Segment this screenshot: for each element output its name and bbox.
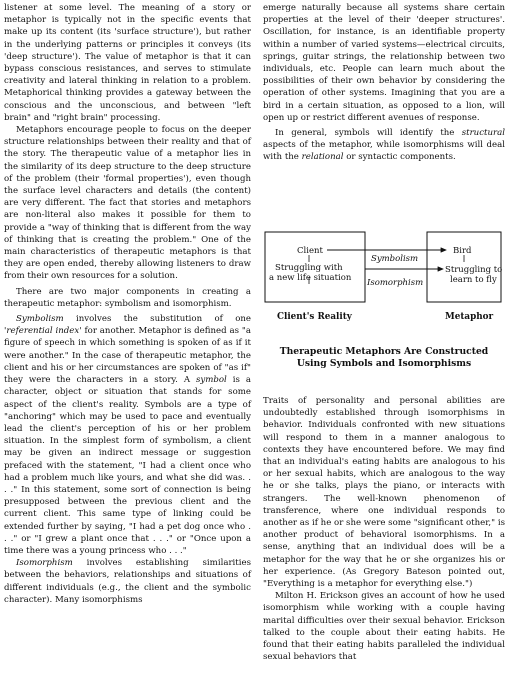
left-column (4, 2, 251, 606)
client-label: Client (297, 246, 323, 256)
isomorphism-label: Isomorphism (367, 278, 424, 288)
right-column-lower (263, 395, 505, 663)
right-column (263, 2, 505, 164)
paragraph: There are two major components in creating a therapeutic metaphor: symbolism and isomorphism. (4, 286, 251, 309)
figure-caption (263, 346, 505, 370)
learn-label-2: learn to fly (450, 275, 497, 285)
struggling-label-2: a new life situation (269, 273, 352, 283)
figure-caption-line: Using Symbols and Isomorphisms (296, 358, 472, 369)
paragraph-isomorphism (4, 557, 251, 606)
term-structural: structural (461, 128, 505, 139)
text: or syntactic components. (343, 152, 456, 163)
paragraph: Traits of personality and personal abilities are undoubtedly established through isomorphisms in behavior. Individuals confronted with new situations will respond to them in a manner analogous to contexts they have encountered before. We may find that an individual's eating habits are analogous to his or her sexual habits, which are analogous to the way he or she talks, plays the piano, or interacts with strangers. The well-known phenomenon of transference, where one individual responds to another as if he or she were some "significant other," is another product of behavioral isomorphisms. In a sense, anything that an individual does will be a metaphor for the way that he or she organizes his or her experience. (As Gregory Bateson pointed out, "Everything is a metaphor for everything else.") (263, 396, 505, 590)
paragraph-symbolism (4, 313, 251, 557)
paragraph: Milton H. Erickson gives an account of how he used isomorphism while working with a couple having marital difficulties over their sexual behavior. Erickson talked to the couple about their eating habits. He found that their eating habits paralleled the individual sexual behaviors that (263, 591, 505, 663)
paragraph: listener at some level. The meaning of a story or metaphor is typically not in the specific events that make up its content (its 'surface structure'), but rather in the underlying patterns or principles it conveys (its 'deep structure'). The value of metaphor is that it can bypass conscious resistances, and serves to stimulate creativity and lateral thinking in relation to a problem. Metaphorical thinking provides a gateway between the conscious and the unconscious, and between "left brain" and "right brain" processing. (4, 3, 251, 123)
text: aspects of the metaphor, while isomorphisms will deal with the (263, 140, 505, 163)
text: ' for another. Metaphor is defined as "a figure of speech in which something is spoken of as if it were another." In the case of therapeutic metaphor, the client and his or her circumstances are spoken of "as if" they were the characters in a story. A (4, 326, 251, 386)
learn-label-1: Struggling to (445, 265, 503, 275)
text: involves establishing similarities between the behaviors, relationships and situations of different individuals (e.g., the client and the symbolic character). Many isomorphisms (4, 558, 251, 605)
struggling-label-1: Struggling with (275, 263, 343, 273)
symbolism-label: Symbolism (371, 254, 419, 264)
paragraph: Metaphors encourage people to focus on the deeper structure relationships between their reality and that of the story. The therapeutic value of a metaphor lies in the similarity of its deep structure to the deep structure of the problem (their 'formal properties'), even though the surface level characters and details (the content) are very different. The fact that stories and metaphors are non-literal also makes it possible for them to provide a "way of thinking that is different from the way of thinking that is creating the problem." One of the main characteristics of therapeutic metaphors is that they are open ended, thereby allowing listeners to draw from their own resources for a solution. (4, 125, 251, 282)
symbolism-isomorphism-diagram (263, 230, 505, 325)
term-relational: relational (301, 152, 344, 163)
term-symbol: symbol (195, 375, 227, 386)
client-reality-caption: Client's Reality (277, 312, 352, 322)
term-referential-index: referential index (6, 326, 80, 337)
bird-label: Bird (453, 246, 472, 256)
text: involves the substitution of one ' (4, 314, 251, 337)
paragraph: emerge naturally because all systems share certain properties at the level of their 'deeper structures'. Oscillation, for instance, is an identifiable property within a number of varied systems—electrical circuits, springs, guitar strings, the relationship between two individuals, etc. People can learn much about the possibilities of their own behavior by considering the operation of other systems. Imagining that you are a bird in a certain situation, as opposed to a lion, will open up or restrict different avenues of response. (263, 3, 505, 123)
figure-caption-line: Therapeutic Metaphors Are Constructed (279, 346, 489, 357)
term-isomorphism: Isomorphism (16, 558, 73, 569)
text: is a character, object or situation that stands for some aspect of the client's reality. Symbols are a type of "anchoring" which may be used to pace and eventually lead the client's perception of his or her problem situation. In the simplest form of symbolism, a client may be given an indirect message or suggestion prefaced with the statement, "I had a client once who had a problem much like yours, and what she did was. . . ." In this statement, some sort of connection is being presupposed between the previous client and the current client. This same type of linking could be extended further by saying, "I had a pet dog once who . . ." or "I grew a plant once that . . ." or "Once upon a time there was a young princess who . . ." (4, 375, 251, 556)
text: In general, symbols will identify the (275, 128, 462, 139)
paragraph (263, 127, 505, 164)
term-symbolism: Symbolism (16, 314, 64, 325)
metaphor-caption: Metaphor (445, 312, 494, 322)
